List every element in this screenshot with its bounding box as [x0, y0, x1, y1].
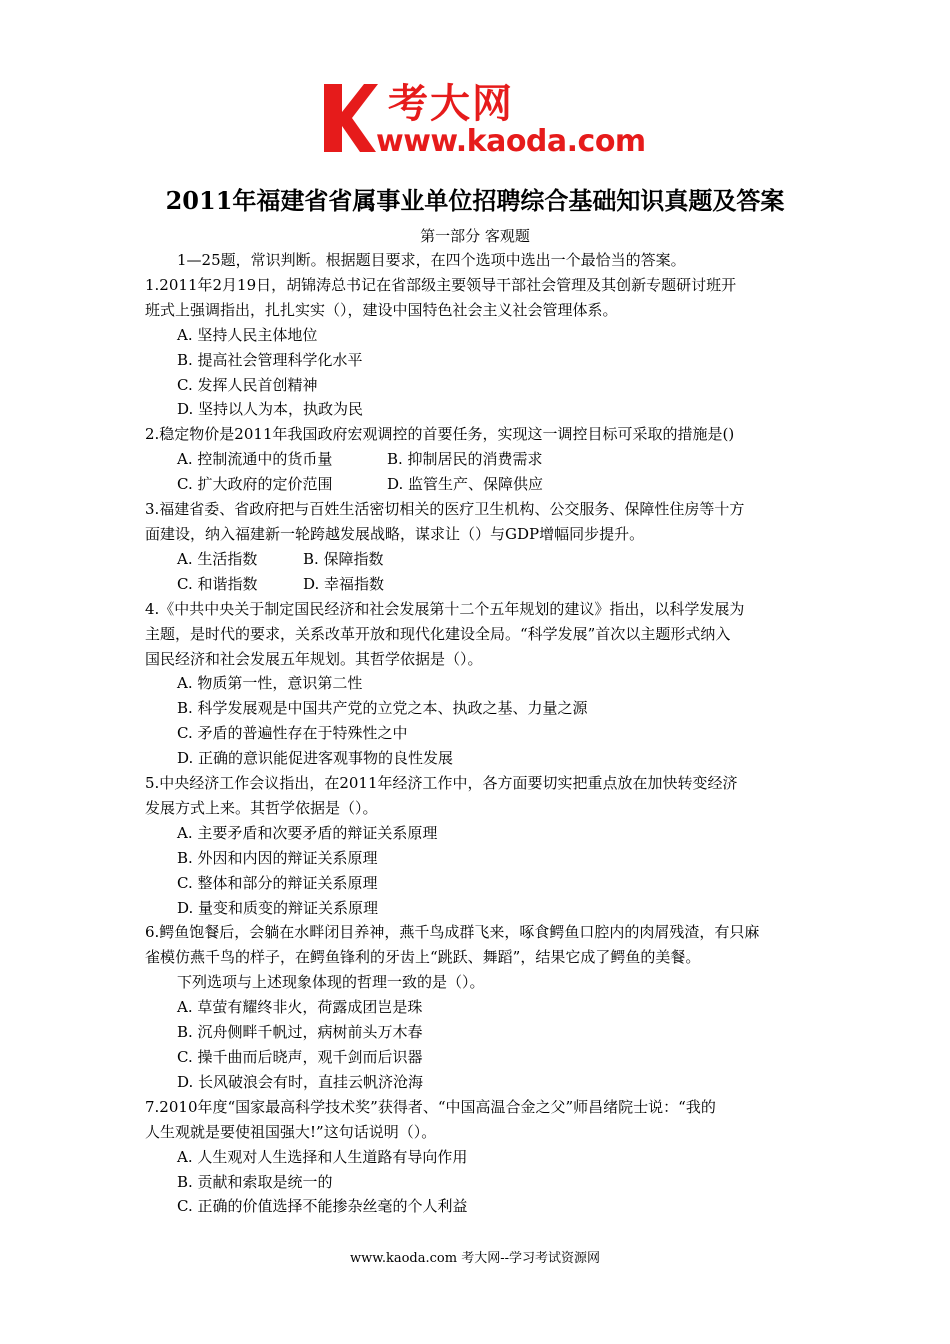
option-a: A. 生活指数: [177, 549, 258, 568]
option-b: B. 抑制居民的消费需求: [387, 450, 543, 469]
option-c: C. 整体和部分的辩证关系原理: [177, 873, 378, 892]
question-line: 面建设，纳入福建新一轮跨越发展战略，谋求让（）与GDP增幅同步提升。: [145, 524, 645, 543]
question-line: 3.福建省委、省政府把与百姓生活密切相关的医疗卫生机构、公交服务、保障性住房等十方: [145, 500, 745, 519]
option-b: B. 沉舟侧畔千帆过，病树前头万木春: [177, 1023, 423, 1042]
option-row: [145, 547, 807, 572]
option-c: C. 发挥人民首创精神: [177, 375, 318, 394]
question-1: [145, 273, 807, 422]
option-b: B. 外因和内因的辩证关系原理: [177, 848, 378, 867]
option-a: A. 主要矛盾和次要矛盾的辩证关系原理: [177, 823, 438, 842]
option-b: B. 贡献和索取是统一的: [177, 1172, 333, 1191]
option-a: A. 控制流通中的货币量: [177, 450, 333, 469]
page-title: 2011年福建省省属事业单位招聘综合基础知识真题及答案: [165, 186, 785, 215]
logo-chinese-text: 考大网: [388, 81, 514, 127]
question-line: 人生观就是要使祖国强大!”这句话说明（）。: [145, 1122, 437, 1141]
option-a: A. 人生观对人生选择和人生道路有导向作用: [177, 1147, 468, 1166]
question-line: 发展方式上来。其哲学依据是（）。: [145, 798, 378, 817]
question-line: 7.2010年度“国家最高科学技术奖”获得者、“中国高温合金之父”师昌绪院士说：“我的: [145, 1097, 716, 1116]
intro-text: 1—25题，常识判断。根据题目要求，在四个选项中选出一个最恰当的答案。: [177, 251, 686, 269]
option-c: C. 操千曲而后晓声，观千剑而后识器: [177, 1048, 423, 1066]
option-c: C. 矛盾的普遍性存在于特殊性之中: [177, 724, 408, 743]
option-a: A. 草萤有耀终非火，荷露成团岂是珠: [177, 998, 423, 1017]
question-3: [145, 497, 807, 597]
option-b: B. 提高社会管理科学化水平: [177, 350, 363, 369]
question-6: [145, 920, 807, 1094]
page-footer: www.kaoda.com 考大网--学习考试资源网: [350, 1251, 600, 1266]
option-c: C. 正确的价值选择不能掺杂丝毫的个人利益: [177, 1197, 468, 1216]
question-line: 雀模仿燕千鸟的样子，在鳄鱼锋利的牙齿上“跳跃、舞蹈”，结果它成了鳄鱼的美餐。: [145, 948, 701, 967]
question-line: 国民经济和社会发展五年规划。其哲学依据是（）。: [145, 649, 483, 668]
question-line: 主题，是时代的要求，关系改革开放和现代化建设全局。“科学发展”首次以主题形式纳入: [145, 624, 731, 643]
question-4: [145, 597, 807, 771]
question-line: 6.鳄鱼饱餐后，会躺在水畔闭目养神，燕千鸟成群飞来，啄食鳄鱼口腔内的肉屑残渣，有只麻: [145, 923, 760, 942]
question-line: 4.《中共中央关于制定国民经济和社会发展第十二个五年规划的建议》指出，以科学发展为: [145, 599, 745, 618]
question-line: 5.中央经济工作会议指出，在2011年经济工作中，各方面要切实把重点放在加快转变经济: [145, 774, 738, 793]
question-line: 班式上强调指出，扎扎实实（），建设中国特色社会主义社会管理体系。: [145, 300, 618, 319]
section-heading: 第一部分 客观题: [420, 227, 530, 245]
option-d: D. 量变和质变的辩证关系原理: [177, 898, 379, 917]
question-5: [145, 771, 807, 920]
option-a: A. 物质第一性，意识第二性: [177, 674, 363, 693]
question-line: 2.稳定物价是2011年我国政府宏观调控的首要任务，实现这一调控目标可采取的措施是(): [145, 425, 735, 444]
option-d: D. 幸福指数: [303, 574, 385, 593]
question-list: [145, 248, 807, 1219]
question-subline: 下列选项与上述现象体现的哲理一致的是（）。: [177, 973, 485, 992]
option-d: D. 坚持以人为本，执政为民: [177, 400, 364, 419]
option-d: D. 长风破浪会有时，直挂云帆济沧海: [177, 1072, 424, 1091]
option-b: B. 科学发展观是中国共产党的立党之本、执政之基、力量之源: [177, 699, 588, 718]
option-c: C. 和谐指数: [177, 574, 258, 593]
option-d: D. 正确的意识能促进客观事物的良性发展: [177, 749, 454, 768]
question-line: 1.2011年2月19日，胡锦涛总书记在省部级主要领导干部社会管理及其创新专题研讨班开: [145, 275, 737, 294]
k-logo-icon: [318, 78, 380, 156]
question-7: [145, 1095, 807, 1220]
option-a: A. 坚持人民主体地位: [177, 325, 318, 344]
option-row: [145, 472, 807, 497]
option-b: B. 保障指数: [303, 549, 384, 568]
option-c: C. 扩大政府的定价范围: [177, 475, 333, 494]
option-row: [145, 447, 807, 472]
site-logo: [318, 78, 646, 160]
option-row: [145, 572, 807, 597]
logo-url-text: www.kaoda.com: [376, 124, 646, 159]
option-d: D. 监管生产、保障供应: [387, 475, 544, 494]
question-2: [145, 422, 807, 497]
